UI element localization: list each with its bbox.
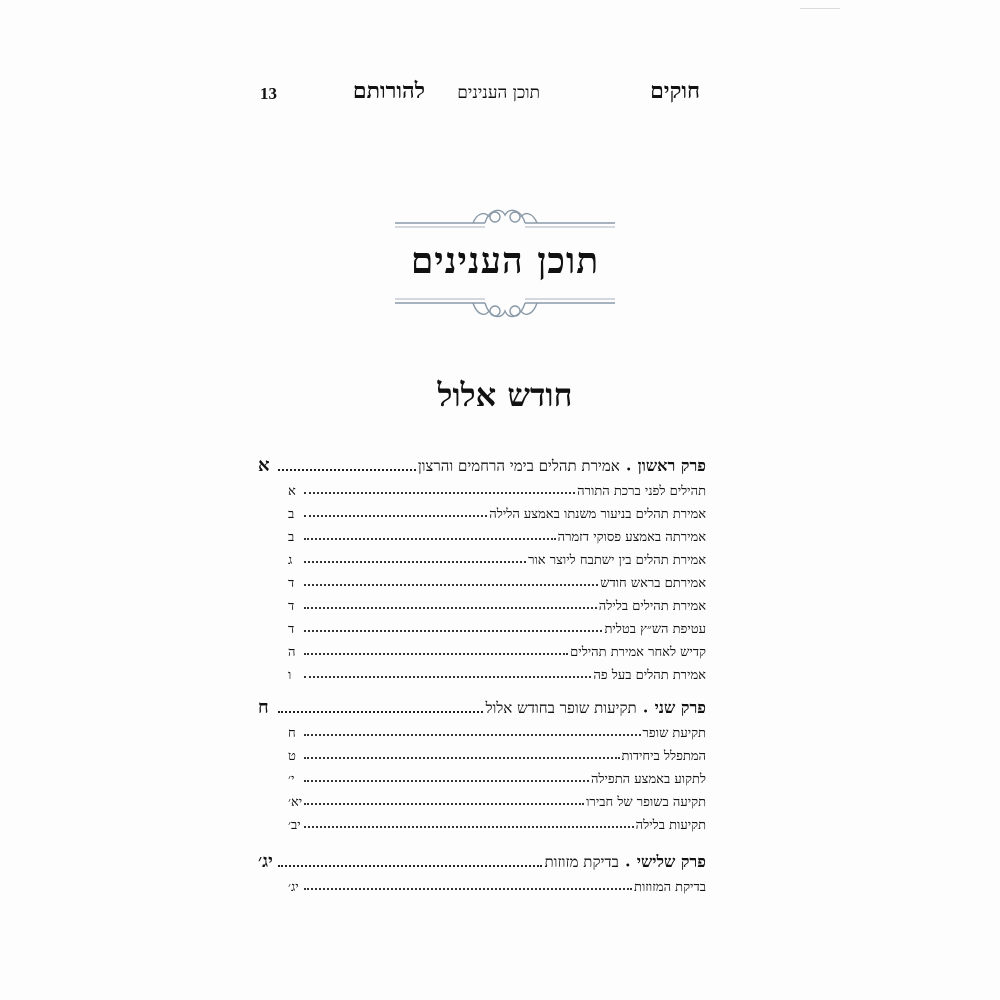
subentry-page: ד xyxy=(288,599,295,614)
leader-dots xyxy=(304,561,526,563)
chapter-name: פרק שלישי xyxy=(636,852,706,871)
toc-subentry[interactable] xyxy=(288,872,706,895)
subentry-title: אמירת תהלים בעל פה xyxy=(593,668,706,683)
leader-dots xyxy=(304,607,597,609)
chapter-title: אמירת תהלים בימי הרחמים והרצון xyxy=(417,457,620,475)
leader-dots xyxy=(304,653,568,655)
chapter-page: ח xyxy=(258,697,269,718)
toc-subentry[interactable] xyxy=(288,591,706,614)
leader-dots xyxy=(304,584,598,586)
chapter-title: תקיעות שופר בחודש אלול xyxy=(485,699,637,717)
toc-subentry[interactable] xyxy=(288,545,706,568)
leader-dots xyxy=(304,780,589,782)
leader-dots xyxy=(304,888,632,890)
leader-dots xyxy=(304,676,591,678)
subentry-page: ב xyxy=(288,507,295,522)
toc-subentry[interactable] xyxy=(288,810,706,833)
leader-dots xyxy=(304,630,602,632)
subentry-title: אמירתם בראש חודש xyxy=(600,576,706,591)
subentry-title: אמירתה באמצע פסוקי דזמרה xyxy=(557,530,706,545)
subentry-page: ח xyxy=(288,726,296,741)
chapter-block-2 xyxy=(258,690,706,833)
toc-subentry[interactable] xyxy=(288,522,706,545)
subentry-page: ט xyxy=(288,749,296,764)
chapter-name: פרק ראשון xyxy=(637,456,706,475)
subentry-title: אמירת תהלים בין ישתבח ליוצר אור xyxy=(528,553,706,568)
subentry-page: ה xyxy=(288,645,296,660)
subentry-title: אמירת תהילים בלילה xyxy=(598,599,706,614)
month-title: חודש אלול xyxy=(437,376,573,414)
scan-mark xyxy=(800,0,840,9)
chapter-title: בדיקת מזוזות xyxy=(544,853,619,871)
leader-dots xyxy=(304,492,575,494)
subentry-page: י׳ xyxy=(288,772,295,787)
subentry-page: ד xyxy=(288,622,295,637)
subentry-page: יג׳ xyxy=(288,880,299,895)
separator-diamond: • xyxy=(624,861,631,872)
leader-dots xyxy=(304,538,556,540)
subentry-title: תקיעות בלילה xyxy=(635,818,706,833)
subentry-page: ב xyxy=(288,530,295,545)
leader-dots xyxy=(304,803,584,805)
book-title-part2: להורותם xyxy=(352,78,425,104)
toc-subentry[interactable] xyxy=(288,499,706,522)
leader-dots xyxy=(304,734,641,736)
toc-subentry[interactable] xyxy=(288,741,706,764)
chapter-page: יג׳ xyxy=(258,851,273,872)
chapter-name: פרק שני xyxy=(654,698,706,717)
separator-diamond: • xyxy=(625,465,632,476)
leader-dots xyxy=(304,515,487,517)
subentry-title: תקיעת שופר xyxy=(642,726,706,741)
toc-subentry[interactable] xyxy=(288,787,706,810)
subentry-title: קדיש לאחר אמירת תהילים xyxy=(570,645,706,660)
subentry-title: המתפלל ביחידות xyxy=(621,749,706,764)
toc-subentry[interactable] xyxy=(288,568,706,591)
toc-subentry[interactable] xyxy=(288,718,706,741)
running-header xyxy=(260,78,700,118)
subentry-title: תקיעה בשופר של חבירו xyxy=(586,795,706,810)
page-number: 13 xyxy=(260,84,277,103)
subentry-page: יב׳ xyxy=(288,818,301,833)
main-title: תוכן הענינים xyxy=(410,240,600,282)
subentry-page: ד xyxy=(288,576,295,591)
subentry-list xyxy=(288,476,706,683)
toc-subentry[interactable] xyxy=(288,614,706,637)
leader-dots xyxy=(304,826,634,828)
leader-dots xyxy=(278,711,483,713)
separator-diamond: • xyxy=(642,707,649,718)
subentry-title: אמירת תהלים בניעור משנתו באמצע הלילה xyxy=(489,507,706,522)
chapter-entry[interactable] xyxy=(258,448,706,476)
subentry-list xyxy=(288,718,706,833)
subentry-page: א xyxy=(288,484,296,499)
subentry-title: עטיפת הש״ץ בטלית xyxy=(604,622,706,637)
subentry-title: תהילים לפני ברכת התורה xyxy=(577,484,706,499)
subentry-page: יא׳ xyxy=(288,795,303,810)
book-title-part1: חוקים xyxy=(650,78,700,104)
subentry-title: לתקוע באמצע התפילה xyxy=(590,772,706,787)
chapter-entry[interactable] xyxy=(258,690,706,718)
subentry-page: ו xyxy=(288,668,292,683)
toc-subentry[interactable] xyxy=(288,764,706,787)
leader-dots xyxy=(278,865,542,867)
toc-subentry[interactable] xyxy=(288,660,706,683)
chapter-block-3 xyxy=(258,844,706,895)
leader-dots xyxy=(278,469,416,471)
chapter-page: א xyxy=(258,455,270,476)
subentry-page: ג xyxy=(288,553,293,568)
toc-subentry[interactable] xyxy=(288,476,706,499)
chapter-entry[interactable] xyxy=(258,844,706,872)
section-title: תוכן הענינים xyxy=(457,83,540,103)
leader-dots xyxy=(304,757,620,759)
toc-subentry[interactable] xyxy=(288,637,706,660)
subentry-list xyxy=(288,872,706,895)
chapter-block-1 xyxy=(258,448,706,683)
subentry-title: בדיקת המזוזות xyxy=(634,880,706,895)
